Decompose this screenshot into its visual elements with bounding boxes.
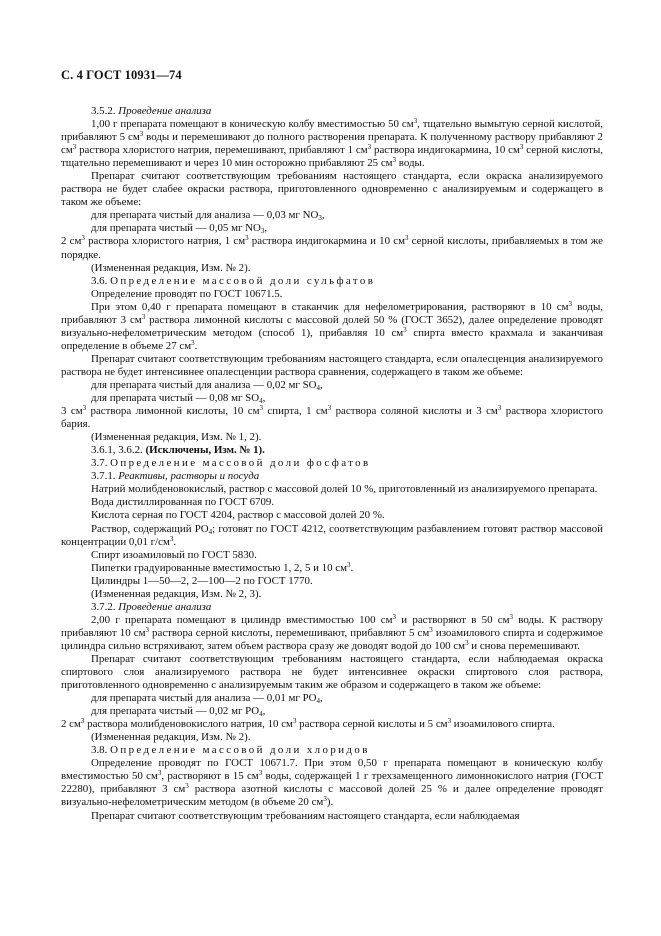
paragraph: Пипетки градуированные вместимостью 1, 2, 5 и 10 $см^3$. — [91, 560, 354, 574]
paragraph: для препарата чистый для анализа — 0,02 мг $SO_4$, — [91, 378, 323, 392]
section-3-6-heading: 3.6. Определение массовой доли сульфатов — [91, 274, 376, 287]
paragraph: Препарат считают соответствующим требованиям настоящего стандарта, если наблюдаемая окраска спиртового слоя анализируемого раствора не будет интенсивнее окраски спиртового слоя раствора, приготовленного одновременно с анализируемым таким же образом и содержащего в таком же объеме: — [61, 652, 603, 692]
amendment-note: (Измененная редакция, Изм. № 1, 2). — [91, 431, 262, 444]
section-3-7-2-heading: 3.7.2. Проведение анализа — [91, 600, 212, 613]
paragraph: 3 $см^3$ раствора лимонной кислоты, 10 $см^3$ спирта, 1 $см^3$ раствора соляной кислоты и 3 $см^3$ раствора хлористого бария. — [61, 404, 603, 431]
paragraph: для препарата чистый для анализа — 0,03 мг $NO_3$, — [91, 209, 325, 223]
amendment-note: (Измененная редакция, Изм. № 2). — [91, 261, 251, 274]
section-3-8-heading: 3.8. Определение массовой доли хлоридов — [91, 744, 370, 757]
amendment-note: (Измененная редакция, Изм. № 2, 3). — [91, 587, 262, 600]
document-body — [61, 105, 603, 823]
paragraph: Натрий молибденовокислый, раствор с массовой долей 10 %, приготовленный из анализируемого препарата. — [91, 483, 598, 496]
paragraph: При этом 0,40 г препарата помещают в стаканчик для нефелометрирования, растворяют в 10 $см^3$ воды, прибавляют 3 $см^3$ раствора лимонной кислоты с массовой долей 50 % (ГОСТ 3652), далее определение проводят визуально-нефелометрическим методом (способ 1), прибавляя 10 $см^3$ спирта вместо крахмала и заканчивая определение в объеме 27 $см^3$. — [61, 299, 603, 352]
paragraph: Препарат считают соответствующим требованиям настоящего стандарта, если наблюдаемая — [91, 809, 520, 822]
paragraph: 2,00 г препарата помещают в цилиндр вместимостью 100 $см^3$ и растворяют в 50 $см^3$ воды. К раствору прибавляют 10 $см^3$ раствора серной кислоты, перемешивают, прибавляют 5 $см^3$ изоамилового спирта и содержимое цилиндра сильно встряхивают, затем объем раствора сразу же доводят водой до 100 $см^3$ и снова перемешивают. — [61, 612, 604, 652]
paragraph: Препарат считают соответствующим требованиям настоящего стандарта, если опалесценция анализируемого раствора не будет интенсивнее опалесценции раствора сравнения, содержащего в таком же объеме: — [61, 352, 603, 378]
paragraph: 1,00 г препарата помещают в коническую колбу вместимостью 50 $см^3$, тщательно вымытую серной кислотой, прибавляют 5 $см^3$ воды и перемешивают до полного растворения препарата. К полученному раствору прибавляют 2 $см^3$ раствора хлористого натрия, перемешивают, прибавляют 1 $см^3$ раствора индигокармина, 10 $см^3$ серной кислоты, тщательно перемешивают и через 10 мин осторожно прибавляют 25 $см^3$ воды. — [61, 117, 604, 170]
section-3-7-heading: 3.7. Определение массовой доли фосфатов — [91, 457, 371, 470]
paragraph: для препарата чистый — 0,02 мг $PO_4$, — [91, 705, 266, 719]
paragraph: Спирт изоамиловый по ГОСТ 5830. — [91, 548, 257, 561]
paragraph: Кислота серная по ГОСТ 4204, раствор с массовой долей 20 %. — [91, 509, 385, 522]
paragraph: Вода дистиллированная по ГОСТ 6709. — [91, 496, 275, 509]
paragraph: Препарат считают соответствующим требованиям настоящего стандарта, если окраска анализируемого раствора не будет слабее окраски раствора, приготовленного одновременно с анализируемым и содержащего в таком же объеме: — [61, 170, 603, 209]
paragraph: для препарата чистый — 0,08 мг $SO_4$, — [91, 392, 266, 406]
section-3-5-2-heading: 3.5.2. Проведение анализа — [91, 105, 212, 117]
paragraph: Цилиндры 1—50—2, 2—100—2 по ГОСТ 1770. — [91, 574, 313, 587]
section-3-7-1-heading: 3.7.1. Реактивы, растворы и посуда — [91, 470, 260, 483]
paragraph: Раствор, содержащий $PO_4$; готовят по ГОСТ 4212, соответствующим разбавлением готовят раствор массовой концентрации 0,01 $г/см^3$. — [61, 522, 603, 548]
paragraph: Определение проводят по ГОСТ 10671.5. — [91, 287, 283, 300]
paragraph: Определение проводят по ГОСТ 10671.7. При этом 0,50 г препарата помещают в коническую колбу вместимостью 50 $см^3$, растворяют в 15 $см^3$ воды, содержащей 1 г трехзамещенного лимоннокислого натрия (ГОСТ 22280), прибавляют 3 $см^3$ раствора азотной кислоты с массовой долей 25 % и далее определение проводят визуально-нефелометрическим методом (в объеме 20 $см^3$). — [61, 757, 603, 809]
paragraph: для препарата чистый — 0,05 мг $NO_3$, — [91, 222, 268, 236]
excluded-note: 3.6.1, 3.6.2. (Исключены, Изм. № 1). — [91, 444, 265, 457]
paragraph: 2 $см^3$ раствора хлористого натрия, 1 $см^3$ раствора индигокармина и 10 $см^3$ серной кислоты, прибавляемых в том же порядке. — [61, 234, 603, 261]
paragraph: для препарата чистый для анализа — 0,01 мг $PO_4$, — [91, 692, 323, 706]
amendment-note: (Измененная редакция, Изм. № 2). — [91, 731, 251, 744]
page-header: С. 4 ГОСТ 10931—74 — [61, 68, 182, 82]
paragraph: 2 $см^3$ раствора молибденовокислого натрия, 10 $см^3$ раствора серной кислоты и 5 $см^3$ изоамилового спирта. — [61, 717, 555, 731]
